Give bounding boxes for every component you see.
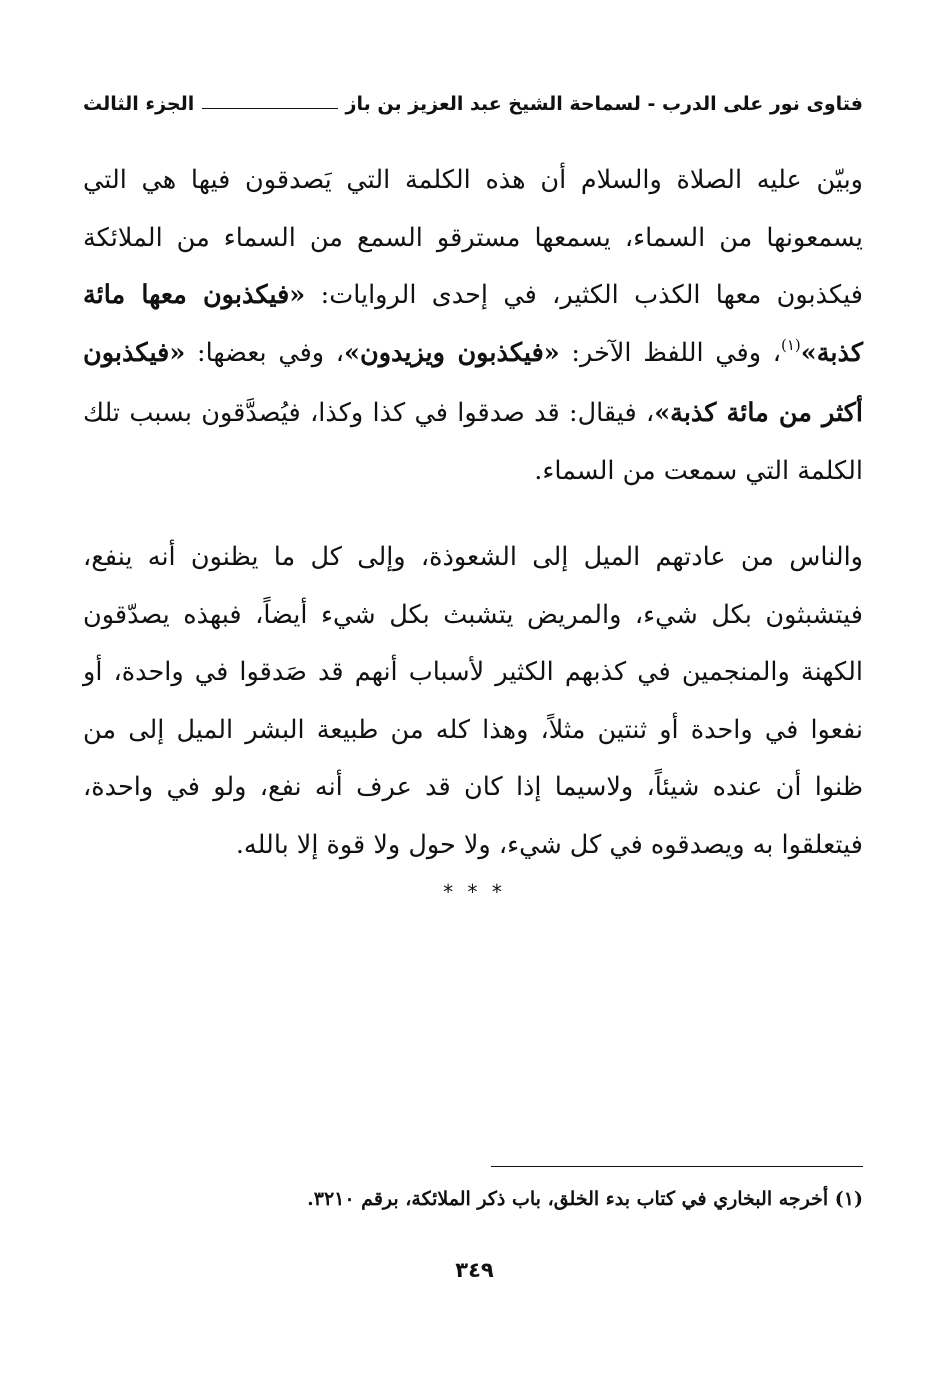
- footnote-rule: [491, 1166, 863, 1167]
- quote-2: «فيكذبون ويزيدون»: [344, 337, 560, 368]
- header-title: فتاوى نور على الدرب - لسماحة الشيخ عبد العزيز بن باز: [345, 93, 863, 115]
- quote-3: «فيكذبون أكثر من مائة كذبة»: [83, 337, 864, 428]
- footnote-reference[interactable]: (١): [780, 335, 801, 354]
- page-number: ٣٤٩: [455, 1258, 494, 1282]
- paragraph-1: [83, 152, 863, 500]
- paragraph-1-text-1: وبيّن عليه الصلاة والسلام أن هذه الكلمة التي يَصدقون فيها هي التي يسمعونها من السماء، يسمعها مسترقو السمع من السماء من الملائكة فيكذبون معها الكذب الكثير، في إحدى الروايات:: [83, 165, 863, 310]
- paragraph-1-text-3: ، وفي بعضها:: [185, 337, 345, 368]
- quote-1: «فيكذبون معها مائة كذبة»: [83, 280, 863, 368]
- body-text: [83, 152, 863, 874]
- running-header: [83, 88, 863, 120]
- paragraph-1-text-4: ، فيقال: قد صدقوا في كذا وكذا، فيُصدَّقون بسبب تلك الكلمة التي سمعت من السماء.: [83, 398, 863, 486]
- paragraph-2: والناس من عادتهم الميل إلى الشعوذة، وإلى كل ما يظنون أنه ينفع، فيتشبثون بكل شيء، والمريض يتشبث بكل شيء أيضاً، فبهذه يصدّقون الكهنة والمنجمين في كذبهم الكثير لأسباب أنهم قد صَدقوا في واحدة، أو نفعوا في واحدة أو ثنتين مثلاً، وهذا كله من طبيعة البشر الميل إلى من ظنوا أن عنده شيئاً، ولاسيما إذا كان قد عرف أنه نفع، ولو في واحدة، فيتعلقوا به ويصدقوه في كل شيء، ولا حول ولا قوة إلا بالله.: [83, 542, 863, 860]
- paragraph-1-text-2: ، وفي اللفظ الآخر:: [559, 337, 781, 368]
- section-separator: * * *: [443, 880, 506, 904]
- header-rule: [202, 108, 337, 109]
- footnote: (١) أخرجه البخاري في كتاب بدء الخلق، باب ذكر الملائكة، برقم ٣٢١٠.: [307, 1188, 863, 1210]
- header-part: الجزء الثالث: [83, 93, 195, 115]
